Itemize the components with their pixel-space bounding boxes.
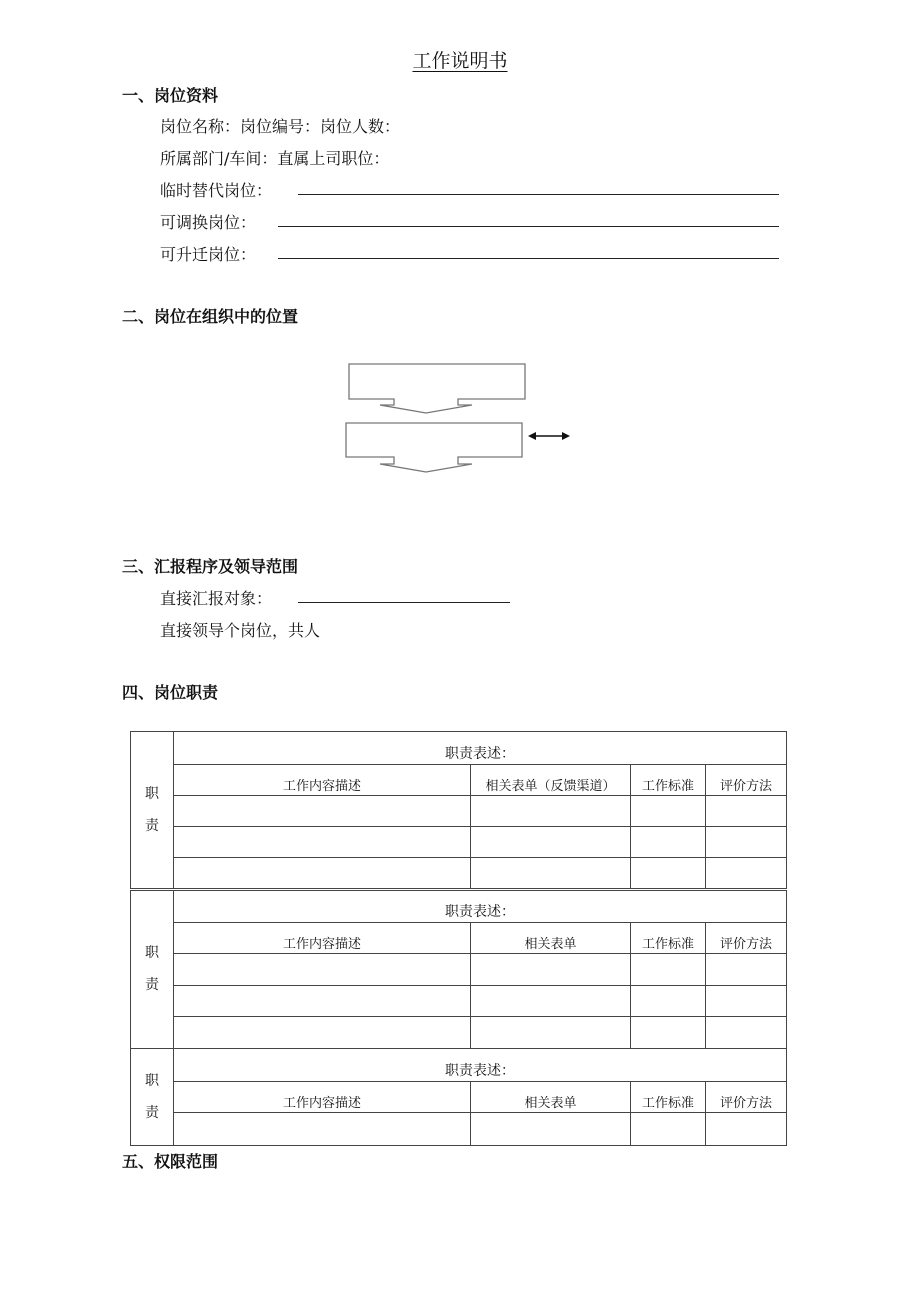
header-form-feedback: 相关表单（反馈渠道） bbox=[471, 765, 631, 796]
table-row bbox=[131, 796, 787, 827]
header-form: 相关表单 bbox=[471, 1082, 631, 1113]
arrow-left-head bbox=[528, 432, 536, 440]
direct-subordinates-line: 直接领导个岗位，共人 bbox=[160, 621, 321, 640]
header-content: 工作内容描述 bbox=[174, 923, 471, 954]
table-row bbox=[131, 858, 787, 889]
header-form: 相关表单 bbox=[471, 923, 631, 954]
header-evaluation: 评价方法 bbox=[706, 1082, 787, 1113]
section-5-heading: 五、权限范围 bbox=[122, 1152, 219, 1171]
table-row bbox=[131, 986, 787, 1017]
department-line: 所属部门/车间：直属上司职位： bbox=[160, 149, 390, 168]
duty-description-cell: 职责表述： bbox=[174, 1049, 787, 1082]
table-row bbox=[131, 1017, 787, 1049]
duty-description-cell: 职责表述： bbox=[174, 891, 787, 923]
report-to-label: 直接汇报对象： bbox=[160, 589, 273, 608]
duty-side-label: 职 责 bbox=[131, 891, 174, 1049]
header-standard: 工作标准 bbox=[631, 765, 706, 796]
page-title: 工作说明书 bbox=[412, 50, 508, 72]
section-2-heading: 二、岗位在组织中的位置 bbox=[122, 307, 299, 326]
transferable-position-label: 可调换岗位： bbox=[160, 213, 257, 232]
table-row bbox=[131, 827, 787, 858]
duty-table-3 bbox=[130, 1048, 787, 1146]
header-content: 工作内容描述 bbox=[174, 765, 471, 796]
promotion-position-label: 可升迁岗位： bbox=[160, 245, 257, 264]
section-1-heading: 一、岗位资料 bbox=[122, 86, 219, 105]
report-to-blank[interactable] bbox=[298, 602, 510, 603]
duty-description-cell: 职责表述： bbox=[174, 732, 787, 765]
org-position-diagram bbox=[330, 355, 590, 480]
duty-side-label: 职 责 bbox=[131, 1049, 174, 1146]
substitute-position-blank[interactable] bbox=[298, 194, 779, 195]
superior-box bbox=[349, 364, 525, 413]
header-evaluation: 评价方法 bbox=[706, 923, 787, 954]
transferable-position-blank[interactable] bbox=[278, 226, 779, 227]
table-row bbox=[131, 954, 787, 986]
header-standard: 工作标准 bbox=[631, 1082, 706, 1113]
position-name-line: 岗位名称：岗位编号：岗位人数： bbox=[160, 117, 401, 136]
substitute-position-label: 临时替代岗位： bbox=[160, 181, 273, 200]
promotion-position-blank[interactable] bbox=[278, 258, 779, 259]
current-position-box bbox=[346, 423, 522, 472]
header-standard: 工作标准 bbox=[631, 923, 706, 954]
duty-table-2 bbox=[130, 890, 787, 1049]
section-3-heading: 三、汇报程序及领导范围 bbox=[122, 557, 299, 576]
duty-table-1 bbox=[130, 731, 787, 889]
arrow-right-head bbox=[562, 432, 570, 440]
header-evaluation: 评价方法 bbox=[706, 765, 787, 796]
section-4-heading: 四、岗位职责 bbox=[122, 683, 219, 702]
table-row bbox=[131, 1113, 787, 1146]
duty-side-label: 职 责 bbox=[131, 732, 174, 889]
header-content: 工作内容描述 bbox=[174, 1082, 471, 1113]
